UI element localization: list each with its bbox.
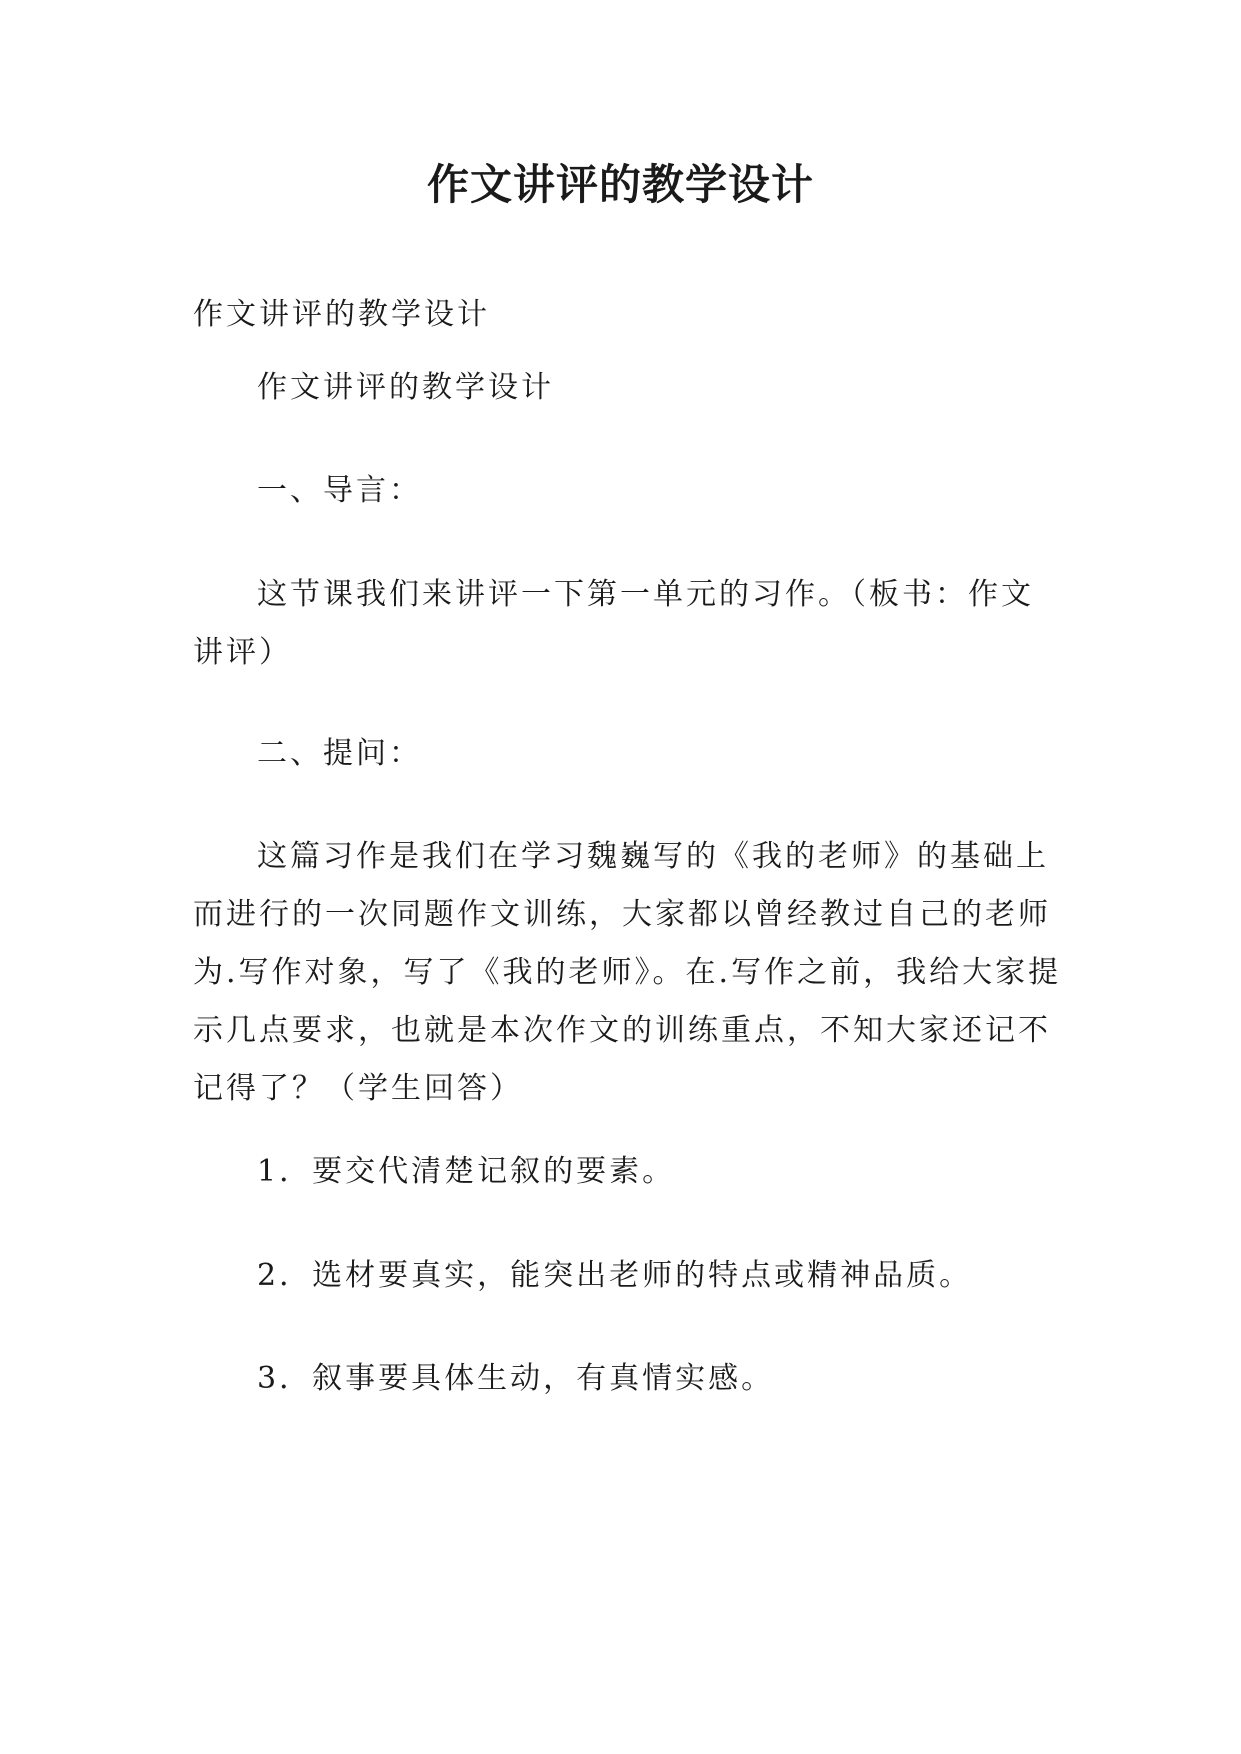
- paragraph-subtitle: 作文讲评的教学设计: [257, 370, 554, 405]
- document-title: 作文讲评的教学设计: [426, 160, 814, 209]
- section-heading-intro: 一、导言：: [257, 473, 422, 508]
- paragraph-intro: 这节课我们来讲评一下第一单元的习作。（板书：作文讲评）: [193, 577, 1034, 670]
- section-heading-question: 二、提问：: [257, 736, 422, 771]
- list-item-3: 3．叙事要具体生动，有真情实感。: [257, 1361, 775, 1396]
- list-item-1: 1．要交代清楚记叙的要素。: [257, 1154, 676, 1189]
- paragraph-question: 这篇习作是我们在学习魏巍写的《我的老师》的基础上而进行的一次同题作文训练，大家都以曾经教过自己的老师为.写作对象，写了《我的老师》。在.写作之前，我给大家提示几点要求，也就是本次作文的训练重点，不知大家还记不记得了？（学生回答）: [193, 839, 1062, 1106]
- list-item-2: 2．选材要真实，能突出老师的特点或精神品质。: [257, 1258, 973, 1293]
- paragraph-heading-repeat: 作文讲评的教学设计: [193, 297, 490, 332]
